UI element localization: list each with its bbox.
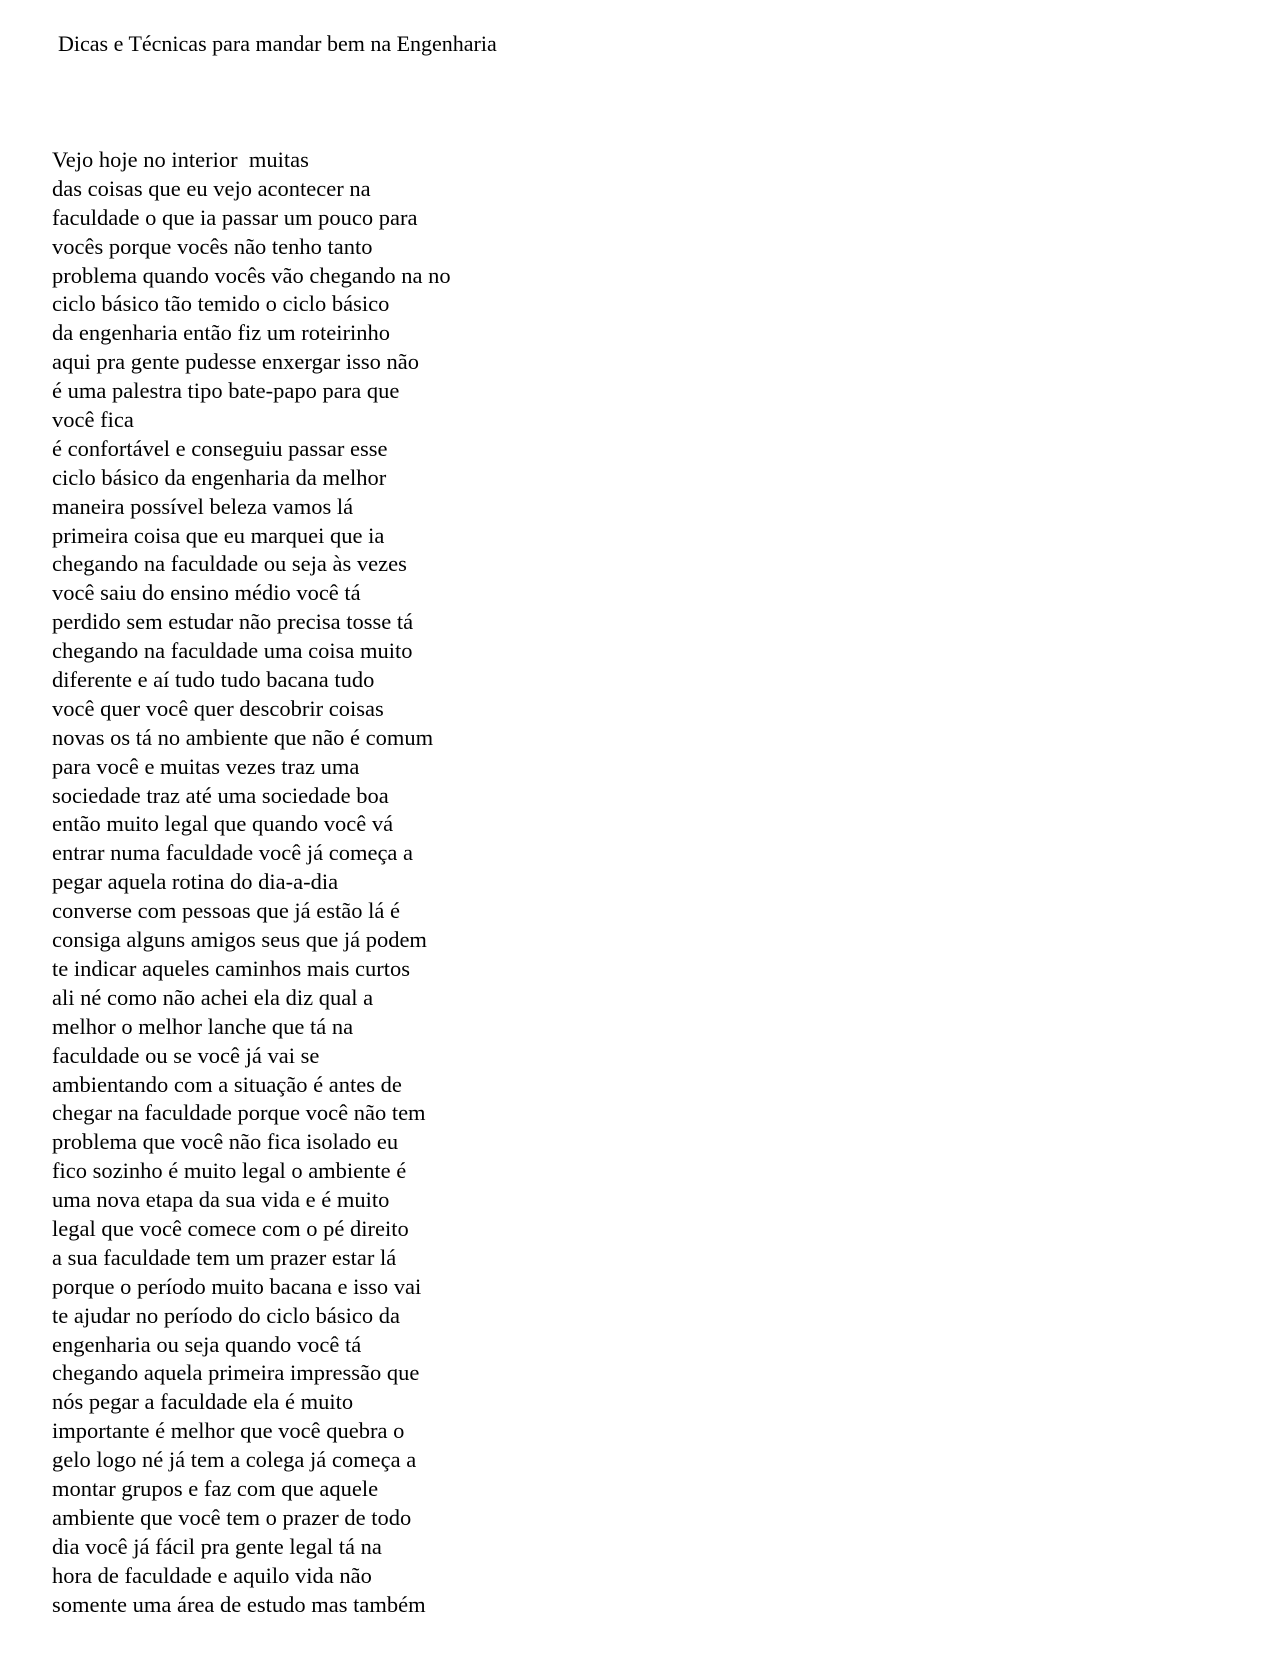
- text-line: entrar numa faculdade você já começa a: [52, 840, 414, 866]
- text-line: problema quando vocês vão chegando na no: [52, 262, 451, 288]
- text-line: aqui pra gente pudesse enxergar isso não: [52, 349, 419, 375]
- text-line: faculdade ou se você já vai se: [52, 1042, 320, 1068]
- text-line: a sua faculdade tem um prazer estar lá: [52, 1244, 397, 1270]
- text-line: é confortável e conseguiu passar esse: [52, 435, 388, 461]
- text-line: uma nova etapa da sua vida e é muito: [52, 1187, 390, 1213]
- text-line: ali né como não achei ela diz qual a: [52, 984, 374, 1010]
- text-line: importante é melhor que você quebra o: [52, 1418, 405, 1444]
- text-line: chegar na faculdade porque você não tem: [52, 1100, 426, 1126]
- text-line: melhor o melhor lanche que tá na: [52, 1013, 354, 1039]
- text-line: maneira possível beleza vamos lá: [52, 493, 354, 519]
- text-line: chegando na faculdade ou seja às vezes: [52, 551, 407, 577]
- text-line: você quer você quer descobrir coisas: [52, 695, 384, 721]
- text-line: você fica: [52, 407, 134, 433]
- text-line: ciclo básico tão temido o ciclo básico: [52, 291, 390, 317]
- text-line: faculdade o que ia passar um pouco para: [52, 204, 418, 230]
- text-line: hora de faculdade e aquilo vida não: [52, 1562, 372, 1588]
- text-line: Vejo hoje no interior muitas: [52, 147, 309, 172]
- text-line: somente uma área de estudo mas também: [52, 1591, 426, 1617]
- text-line: para você e muitas vezes traz uma: [52, 753, 360, 779]
- text-line: perdido sem estudar não precisa tosse tá: [52, 609, 414, 635]
- text-line: pegar aquela rotina do dia-a-dia: [52, 869, 339, 895]
- text-line: dia você já fácil pra gente legal tá na: [52, 1533, 382, 1559]
- text-line: sociedade traz até uma sociedade boa: [52, 782, 389, 808]
- text-line: diferente e aí tudo tudo bacana tudo: [52, 667, 375, 693]
- text-line: montar grupos e faz com que aquele: [52, 1475, 379, 1501]
- text-line: te ajudar no período do ciclo básico da: [52, 1302, 401, 1328]
- text-line: então muito legal que quando você vá: [52, 811, 394, 837]
- text-line: gelo logo né já tem a colega já começa a: [52, 1447, 417, 1473]
- text-line: ambientando com a situação é antes de: [52, 1071, 402, 1097]
- text-line: ambiente que você tem o prazer de todo: [52, 1504, 412, 1530]
- text-line: vocês porque vocês não tenho tanto: [52, 233, 373, 259]
- text-line: é uma palestra tipo bate-papo para que: [52, 378, 400, 404]
- text-line: chegando na faculdade uma coisa muito: [52, 638, 413, 664]
- text-line: problema que você não fica isolado eu: [52, 1129, 399, 1155]
- document-body: [52, 146, 451, 1619]
- text-line: ciclo básico da engenharia da melhor: [52, 464, 387, 490]
- text-line: consiga alguns amigos seus que já podem: [52, 927, 427, 953]
- text-line: você saiu do ensino médio você tá: [52, 580, 361, 606]
- text-line: converse com pessoas que já estão lá é: [52, 898, 400, 924]
- text-line: te indicar aqueles caminhos mais curtos: [52, 955, 411, 981]
- text-line: primeira coisa que eu marquei que ia: [52, 522, 385, 548]
- text-line: legal que você comece com o pé direito: [52, 1215, 409, 1241]
- text-line: novas os tá no ambiente que não é comum: [52, 724, 434, 750]
- text-line: fico sozinho é muito legal o ambiente é: [52, 1158, 407, 1184]
- text-line: porque o período muito bacana e isso vai: [52, 1273, 422, 1299]
- text-line: da engenharia então fiz um roteirinho: [52, 320, 390, 346]
- document-title: Dicas e Técnicas para mandar bem na Engenharia: [58, 31, 497, 56]
- text-line: engenharia ou seja quando você tá: [52, 1331, 362, 1357]
- text-line: chegando aquela primeira impressão que: [52, 1360, 420, 1386]
- text-line: nós pegar a faculdade ela é muito: [52, 1389, 354, 1415]
- text-line: das coisas que eu vejo acontecer na: [52, 175, 371, 201]
